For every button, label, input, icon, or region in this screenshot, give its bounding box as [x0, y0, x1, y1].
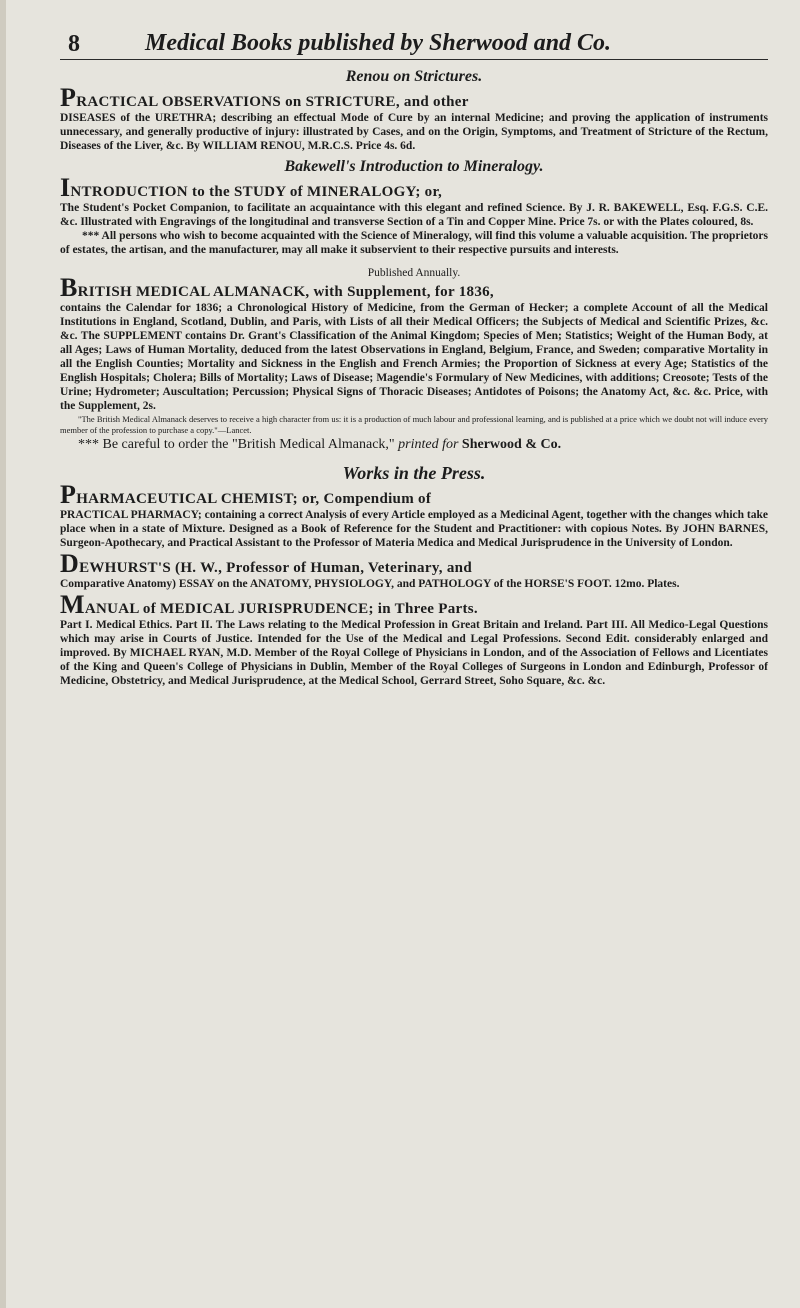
- caution-prefix: *** Be careful to order the: [78, 437, 229, 452]
- published-annually-note: Published Annually.: [367, 267, 461, 279]
- page-edge: [0, 0, 6, 1308]
- section-heading-mineralogy: Bakewell's Introduction to Mineralogy.: [284, 158, 544, 175]
- order-caution: [60, 436, 768, 453]
- title-text: ANUAL of MEDICAL JURISPRUDENCE; in Three Parts.: [84, 601, 478, 617]
- entry-bakewell: [60, 173, 768, 257]
- drop-initial: P: [60, 83, 77, 112]
- entry-body: PRACTICAL PHARMACY; containing a correct Analysis of every Article employed as a Medicinal Agent, together with the changes which take place when in a state of Mixture. Designed as a Book of Reference for the Student and Practitioner: with copious Notes. By JOHN BARNES, Surgeon-Apothecary, and Practical Assistant to the Professor of Materia Medica and Medical Jurisprudence in the University of London.: [60, 509, 768, 549]
- running-title: Medical Books published by Sherwood and Co.: [145, 30, 612, 56]
- title-text: EWHURST'S (H. W., Professor of Human, Veterinary, and: [79, 560, 472, 576]
- title-text: NTRODUCTION to the STUDY of MINERALOGY; or,: [70, 184, 443, 200]
- caution-title: "British Medical Almanack,": [231, 437, 395, 452]
- title-text: RACTICAL OBSERVATIONS on STRICTURE, and other: [76, 94, 469, 110]
- drop-initial: M: [60, 590, 85, 619]
- section-heading-works-in-press: Works in the Press.: [342, 463, 486, 483]
- entry-manual-jurisprudence: [60, 590, 768, 688]
- entry-renou: [60, 83, 768, 153]
- entry-title: [60, 173, 768, 202]
- drop-initial: B: [60, 273, 78, 302]
- caution-publisher: Sherwood & Co.: [461, 437, 562, 452]
- entry-title: [60, 549, 768, 578]
- entry-title: [60, 480, 768, 509]
- title-text: RITISH MEDICAL ALMANACK, with Supplement, for 1836,: [77, 284, 494, 300]
- drop-initial: I: [60, 173, 71, 202]
- page-number: 8: [68, 31, 80, 57]
- entry-body: The Student's Pocket Companion, to facilitate an acquaintance with this elegant and refined Science. By J. R. BAKEWELL, Esq. F.G.S. C.E. &c. Illustrated with Engravings of the longitudinal and transverse Section of a Tin and Copper Mine. Price 7s. or with the Plates coloured, 8s.: [60, 202, 768, 228]
- drop-initial: D: [60, 549, 80, 578]
- entry-body: Part I. Medical Ethics. Part II. The Laws relating to the Medical Profession in Great Britain and Ireland. Part III. All Medico-Legal Questions which may arise in Courts of Justice. Intended for the Use of the Medical and Legal Professions. Second Edit. considerably enlarged and improved. By MICHAEL RYAN, M.D. Member of the Royal College of Physicians in London, and of the Association of Fellows and Licentiates of the King and Queen's College of Physicians in Dublin, Member of the Royal Colleges of Surgeons in London and Edinburgh, Professor of Medicine, Obstetricy, and Medical Jurisprudence, at the Medical School, Gerrard Street, Soho Square, &c. &c.: [60, 619, 768, 687]
- entry-body: DISEASES of the URETHRA; describing an effectual Mode of Cure by an internal Medicine; and proving the application of instruments unnecessary, and generally productive of injury: illustrated by Cases, and on the Origin, Symptoms, and Treatment of Stricture of the Rectum, Diseases of the Liver, &c. By WILLIAM RENOU, M.R.C.S. Price 4s. 6d.: [60, 112, 768, 152]
- review-quote: "The British Medical Almanack deserves to receive a high character from us: it is a production of much labour and professional learning, and is published at a price which we doubt not will induce every member of the profession to purchase a copy."—Lancet.: [60, 414, 768, 435]
- drop-initial: P: [60, 480, 77, 509]
- section-heading-strictures: Renou on Strictures.: [345, 68, 483, 85]
- entry-body: Comparative Anatomy) ESSAY on the ANATOMY, PHYSIOLOGY, and PATHOLOGY of the HORSE'S FOOT. 12mo. Plates.: [60, 578, 680, 590]
- entry-title: [60, 83, 768, 112]
- page-header: [60, 29, 768, 60]
- entry-body: contains the Calendar for 1836; a Chronological History of Medicine, from the German of Hecker; a complete Account of all the Medical Institutions in England, Scotland, Dublin, and Paris, with Lists of all their Medical Officers; the Subjects of Medical and Scientific Prizes, &c. &c. The SUPPLEMENT contains Dr. Grant's Classification of the Animal Kingdom; Species of Men; Statistics; Weight of the Human Body, at all Ages; Laws of Human Mortality, deduced from the latest Observations in England, Belgium, France, and Sweden; comparative Mortality in all the English Counties; Mortality and Sickness in the English and French Armies; the Proportion of Sickness at every Age; Statistics of the English Hospitals; Cholera; Bills of Mortality; Laws of Disease; Magendie's Formulary of New Medicines, with additions; Creosote; Tests of the Urine; Hydrometer; Auscultation; Percussion; Physical Signs of Thoracic Diseases; Antidotes of Poisons; the Anatomy Act, &c. &c. Price, with the Supplement, 2s.: [60, 302, 768, 412]
- caution-suffix: printed for: [398, 437, 459, 452]
- entry-pharmaceutical-chemist: [60, 480, 768, 550]
- title-text: HARMACEUTICAL CHEMIST; or, Compendium of: [76, 491, 432, 507]
- entry-title: [60, 590, 768, 619]
- entry-notice: *** All persons who wish to become acquainted with the Science of Mineralogy, will find this volume a valuable acquisition. The proprietors of estates, the artisan, and the manufacturer, may all make it subservient to their respective pursuits and interests.: [60, 230, 768, 256]
- page-content: [60, 64, 768, 693]
- entry-dewhurst: [60, 549, 768, 591]
